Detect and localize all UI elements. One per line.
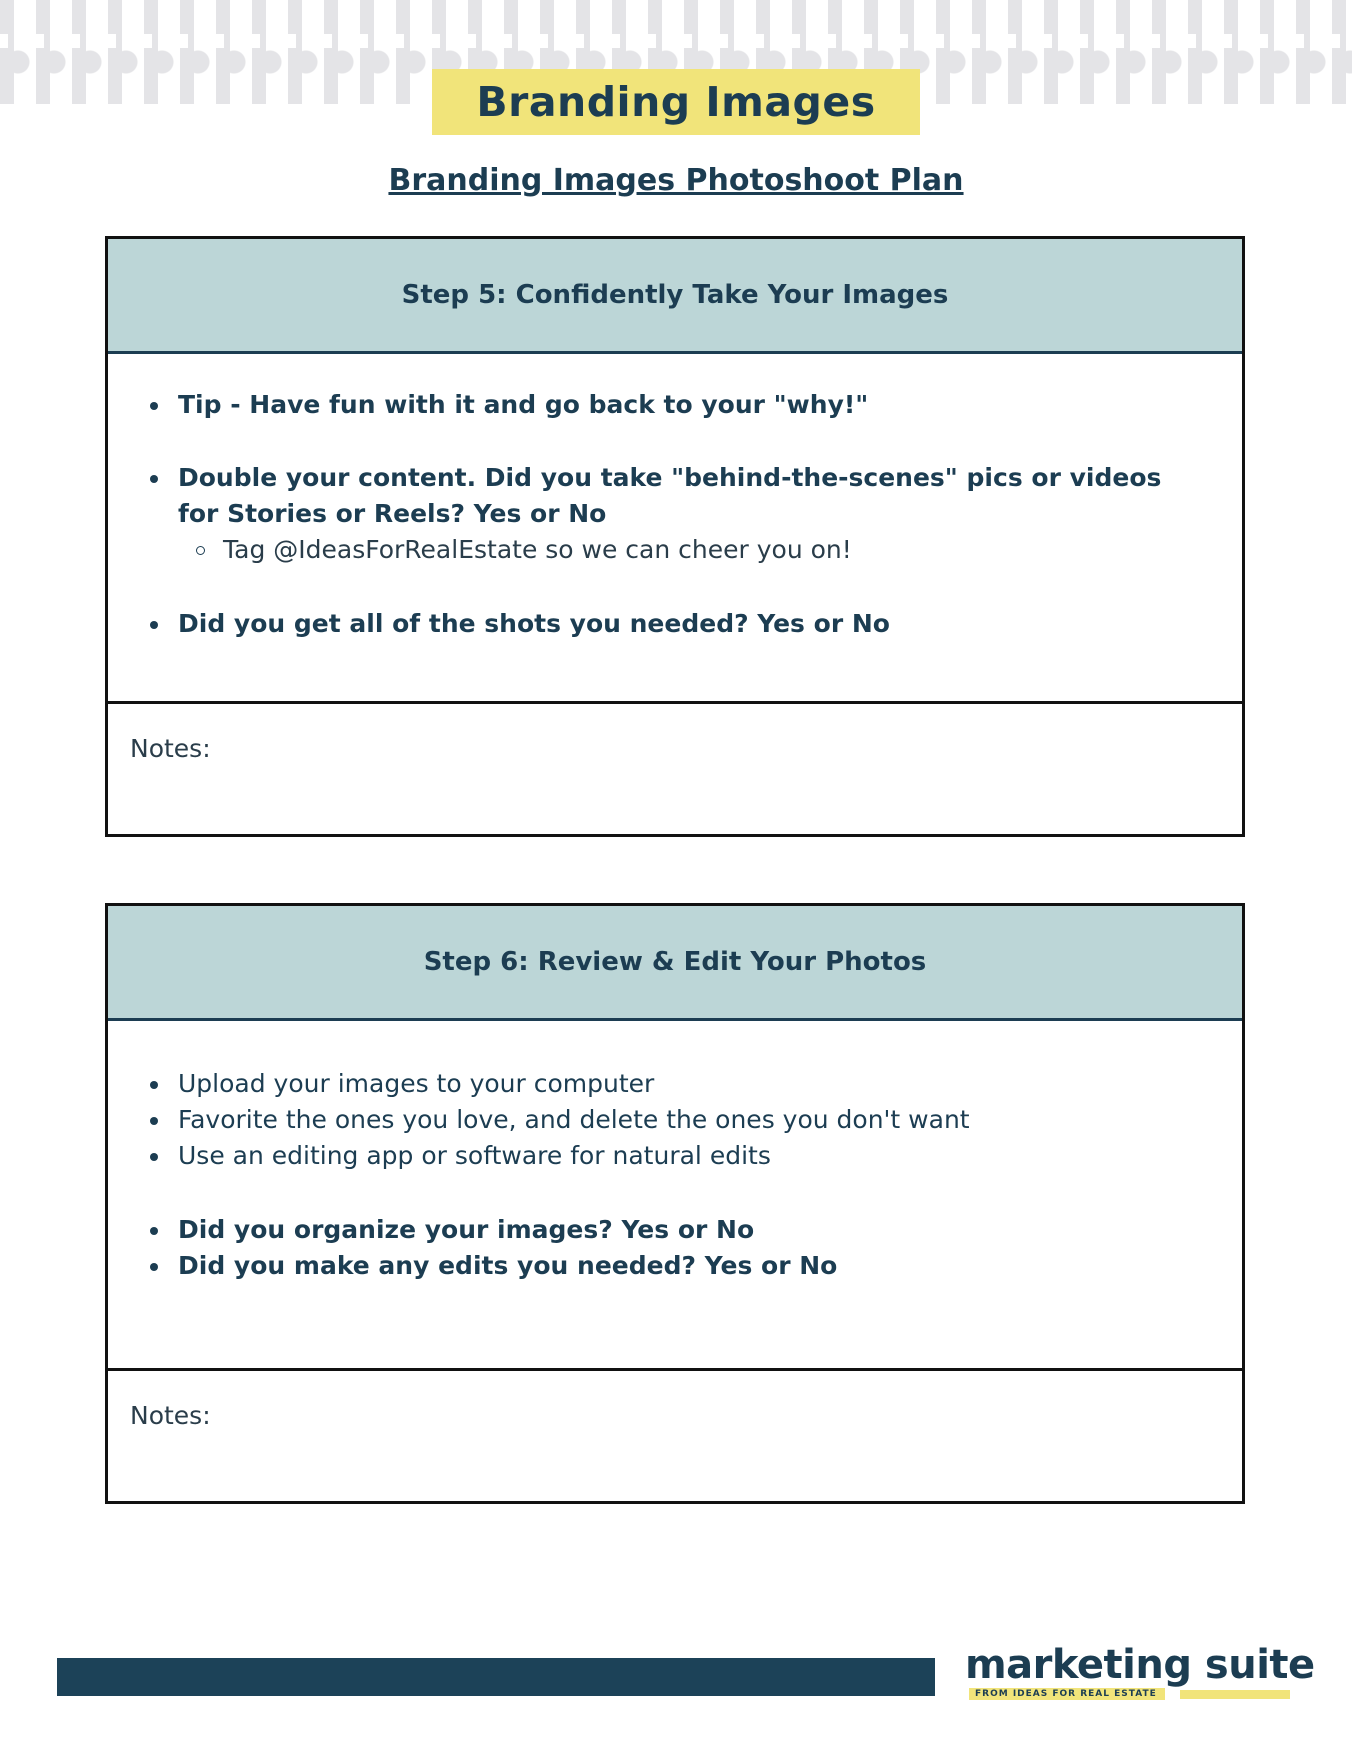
- step6-heading: Step 6: Review & Edit Your Photos: [108, 906, 1242, 1021]
- step6-card: [105, 903, 1245, 1504]
- logo-underline: [1180, 1690, 1290, 1699]
- footer-bar: [57, 1658, 935, 1696]
- list-item: Tip - Have fun with it and go back to your "why!": [108, 387, 1242, 423]
- page-title: Branding Images: [476, 78, 876, 126]
- step5-list: [108, 387, 1242, 423]
- list-item: Upload your images to your computer: [108, 1066, 1242, 1102]
- page-subtitle: Branding Images Photoshoot Plan: [388, 163, 964, 198]
- step5-heading: Step 5: Confidently Take Your Images: [108, 239, 1242, 354]
- step5-body: [108, 354, 1242, 704]
- marketing-suite-logo: [965, 1642, 1315, 1703]
- step5-notes: Notes:: [130, 734, 211, 763]
- step6-list: [108, 1066, 1242, 1174]
- list-item: Favorite the ones you love, and delete the ones you don't want: [108, 1102, 1242, 1138]
- list-item: Did you organize your images? Yes or No: [108, 1212, 1242, 1248]
- title-banner: [432, 69, 920, 135]
- step5-list-2: [108, 460, 1198, 568]
- list-item: Double your content. Did you take "behind-the-scenes" pics or videos for Stories or Reels? Yes or No: [108, 460, 1198, 532]
- sub-list-item: Tag @IdeasForRealEstate so we can cheer you on!: [108, 532, 1198, 568]
- logo-text: marketing suite: [965, 1642, 1315, 1688]
- step6-questions: [108, 1212, 1242, 1284]
- logo-tagline: FROM IDEAS FOR REAL ESTATE: [969, 1688, 1165, 1700]
- step5-card: [105, 236, 1245, 837]
- list-item: Did you get all of the shots you needed? Yes or No: [108, 606, 1242, 642]
- list-item: Use an editing app or software for natural edits: [108, 1138, 1242, 1174]
- step6-notes: Notes:: [130, 1401, 211, 1430]
- list-item: Did you make any edits you needed? Yes or No: [108, 1248, 1242, 1284]
- step6-body: [108, 1021, 1242, 1371]
- step5-list-3: [108, 606, 1242, 642]
